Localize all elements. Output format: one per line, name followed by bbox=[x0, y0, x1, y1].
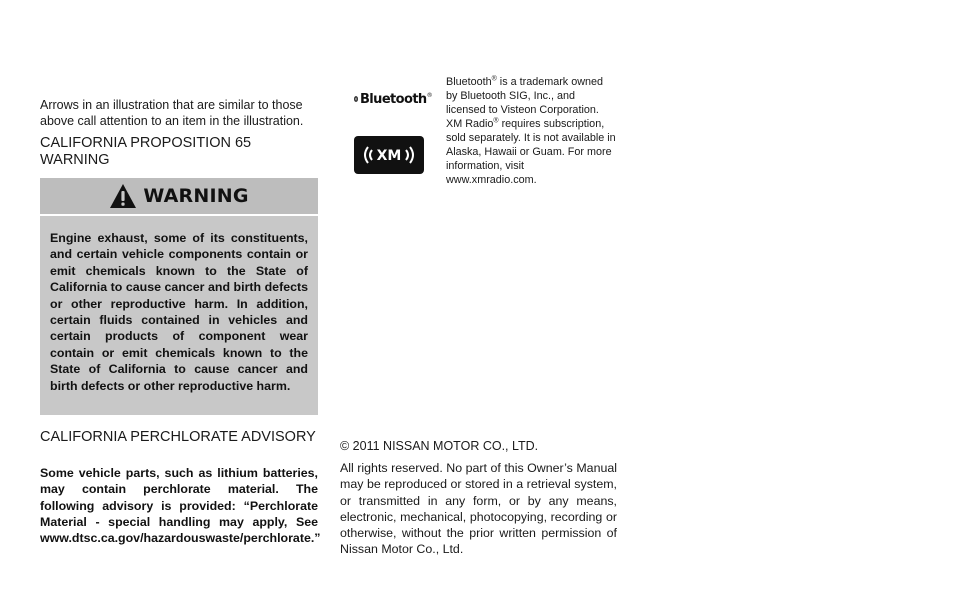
bluetooth-rune-icon bbox=[354, 90, 358, 108]
rights-reserved-text: All rights reserved. No part of this Owner’s Manual may be reproduced or stored in a retrieval system, or transmitted in any form, or by any means, electronic, mechanical, photocopying, recording or otherwise, without the prior written permission of Nissan Motor Co., Ltd. bbox=[340, 461, 617, 557]
warning-bar bbox=[40, 178, 318, 216]
warning-title: WARNING bbox=[143, 185, 249, 207]
bluetooth-logo bbox=[354, 88, 432, 110]
bluetooth-trademark-text: Bluetooth® is a trademark owned by Bluetooth SIG, Inc., and licensed to Visteon Corporation. bbox=[446, 75, 604, 116]
perchlorate-heading: CALIFORNIA PERCHLORATE ADVISORY bbox=[40, 429, 316, 445]
xm-logo-text: XM bbox=[376, 148, 402, 164]
xm-radio-notice-text: XM Radio® requires subscription, sold separately. It is not available in Alaska, Hawaii or Guam. For more information, visit www.xmradio.com. bbox=[446, 117, 616, 186]
warning-triangle-icon bbox=[109, 183, 137, 209]
arrows-note: Arrows in an illustration that are similar to those above call attention to an item in the illustration. bbox=[40, 98, 304, 128]
perchlorate-text: Some vehicle parts, such as lithium batteries, may contain perchlorate material. The following advisory is provided: “Perchlorate Material - special handling may apply, See www.dtsc.ca.gov/hazardouswaste/perchlorate.” bbox=[40, 466, 321, 546]
bluetooth-wordmark: Bluetooth® bbox=[360, 91, 432, 107]
copyright-line: © 2011 NISSAN MOTOR CO., LTD. bbox=[340, 439, 539, 453]
warning-text: Engine exhaust, some of its constituents, and certain vehicle components contain or emit chemicals known to the State of California to cause cancer and birth defects or other reproductive harm. In addition, certain fluids contained in vehicles and certain products of component wear contain or emit chemicals known to the State of California to cause cancer and birth defects or other reproductive harm. bbox=[50, 231, 308, 393]
prop65-heading: CALIFORNIA PROPOSITION 65 WARNING bbox=[40, 135, 252, 168]
warning-box bbox=[40, 178, 318, 415]
xm-radio-logo bbox=[354, 136, 424, 174]
xm-radio-logo-icon bbox=[358, 140, 420, 170]
